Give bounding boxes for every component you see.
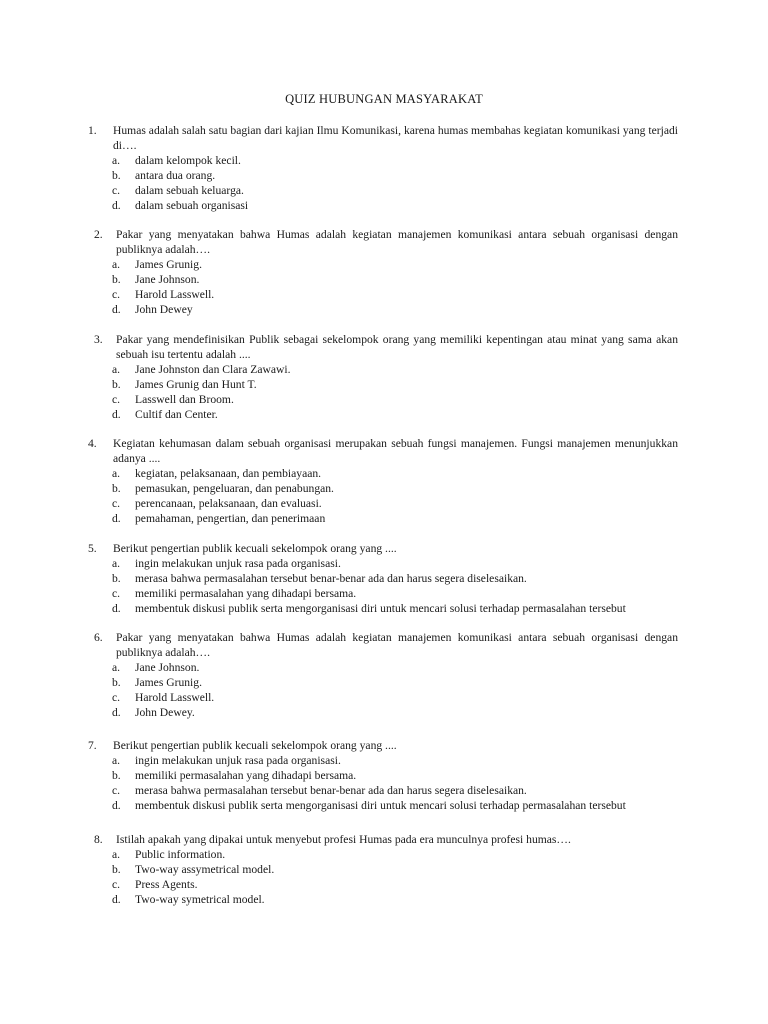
option-a bbox=[86, 556, 678, 571]
question-number: 8. bbox=[94, 833, 103, 846]
option-a bbox=[86, 362, 678, 377]
option-a bbox=[86, 847, 678, 862]
question-8 bbox=[86, 832, 678, 907]
question-number: 6. bbox=[94, 631, 103, 644]
option-b bbox=[86, 377, 678, 392]
option-b bbox=[86, 481, 678, 496]
question-stem: Berikut pengertian publik kecuali sekelompok orang yang .... bbox=[113, 739, 397, 752]
option-list bbox=[86, 466, 678, 526]
option-letter: b. bbox=[112, 572, 121, 585]
option-text: membentuk diskusi publik serta mengorganisasi diri untuk mencari solusi terhadap permasalahan tersebut bbox=[135, 602, 626, 615]
option-text: memiliki permasalahan yang dihadapi bersama. bbox=[135, 587, 357, 600]
option-letter: b. bbox=[112, 273, 121, 286]
option-c bbox=[86, 877, 678, 892]
option-list bbox=[86, 847, 678, 907]
question-number: 3. bbox=[94, 333, 103, 346]
option-text: memiliki permasalahan yang dihadapi bersama. bbox=[135, 769, 357, 782]
option-letter: a. bbox=[112, 754, 121, 767]
option-text: kegiatan, pelaksanaan, dan pembiayaan. bbox=[135, 467, 322, 480]
option-letter: c. bbox=[112, 288, 121, 301]
option-letter: d. bbox=[112, 303, 121, 316]
option-c bbox=[86, 783, 678, 798]
option-text: Two-way assymetrical model. bbox=[135, 863, 275, 876]
option-letter: d. bbox=[112, 893, 121, 906]
option-text: pemahaman, pengertian, dan penerimaan bbox=[135, 512, 326, 525]
option-text: dalam sebuah organisasi bbox=[135, 199, 249, 212]
option-b bbox=[86, 168, 678, 183]
option-c bbox=[86, 586, 678, 601]
question-text bbox=[86, 227, 678, 257]
option-letter: c. bbox=[112, 393, 121, 406]
option-text: Two-way symetrical model. bbox=[135, 893, 265, 906]
question-stem: Pakar yang menyatakan bahwa Humas adalah kegiatan manajemen komunikasi antara sebuah organisasi dengan publiknya adalah…. bbox=[116, 631, 678, 659]
question-5 bbox=[86, 541, 678, 616]
question-3 bbox=[86, 332, 678, 422]
option-d bbox=[86, 601, 678, 616]
page-title: QUIZ HUBUNGAN MASYARAKAT bbox=[285, 92, 483, 106]
option-letter: b. bbox=[112, 482, 121, 495]
question-number: 7. bbox=[88, 739, 97, 752]
option-letter: a. bbox=[112, 154, 121, 167]
option-d bbox=[86, 302, 678, 317]
option-letter: b. bbox=[112, 169, 121, 182]
option-text: Jane Johnson. bbox=[135, 273, 200, 286]
option-b bbox=[86, 571, 678, 586]
option-letter: c. bbox=[112, 784, 121, 797]
question-stem: Pakar yang menyatakan bahwa Humas adalah kegiatan manajemen komunikasi antara sebuah organisasi dengan publiknya adalah…. bbox=[116, 228, 678, 256]
option-text: ingin melakukan unjuk rasa pada organisasi. bbox=[135, 557, 341, 570]
option-text: Public information. bbox=[135, 848, 226, 861]
option-text: James Grunig. bbox=[135, 676, 202, 689]
option-text: Press Agents. bbox=[135, 878, 198, 891]
option-d bbox=[86, 511, 678, 526]
option-text: James Grunig dan Hunt T. bbox=[135, 378, 257, 391]
option-list bbox=[86, 753, 678, 813]
option-text: antara dua orang. bbox=[135, 169, 216, 182]
option-c bbox=[86, 392, 678, 407]
option-c bbox=[86, 287, 678, 302]
option-text: John Dewey bbox=[135, 303, 193, 316]
option-text: perencanaan, pelaksanaan, dan evaluasi. bbox=[135, 497, 322, 510]
option-text: John Dewey. bbox=[135, 706, 195, 719]
option-letter: c. bbox=[112, 587, 121, 600]
option-letter: b. bbox=[112, 378, 121, 391]
option-letter: b. bbox=[112, 769, 121, 782]
option-text: membentuk diskusi publik serta mengorganisasi diri untuk mencari solusi terhadap permasalahan tersebut bbox=[135, 799, 626, 812]
option-c bbox=[86, 496, 678, 511]
question-1 bbox=[86, 123, 678, 213]
option-letter: d. bbox=[112, 799, 121, 812]
option-a bbox=[86, 153, 678, 168]
option-letter: a. bbox=[112, 467, 121, 480]
option-letter: c. bbox=[112, 691, 121, 704]
question-text bbox=[86, 738, 678, 753]
question-6 bbox=[86, 630, 678, 720]
question-text bbox=[86, 630, 678, 660]
option-list bbox=[86, 153, 678, 213]
option-a bbox=[86, 753, 678, 768]
option-text: Jane Johnson. bbox=[135, 661, 200, 674]
option-text: Jane Johnston dan Clara Zawawi. bbox=[135, 363, 291, 376]
question-stem: Pakar yang mendefinisikan Publik sebagai sekelompok orang yang memiliki kepentingan atau minat yang sama akan sebuah isu tertentu adalah .... bbox=[116, 333, 678, 361]
option-letter: d. bbox=[112, 408, 121, 421]
option-letter: d. bbox=[112, 706, 121, 719]
option-text: Cultif dan Center. bbox=[135, 408, 218, 421]
question-stem: Kegiatan kehumasan dalam sebuah organisasi merupakan sebuah fungsi manajemen. Fungsi manajemen menunjukkan adanya .... bbox=[113, 437, 678, 465]
question-4 bbox=[86, 436, 678, 526]
question-stem: Istilah apakah yang dipakai untuk menyebut profesi Humas pada era munculnya profesi humas…. bbox=[116, 833, 571, 846]
option-text: ingin melakukan unjuk rasa pada organisasi. bbox=[135, 754, 341, 767]
option-letter: c. bbox=[112, 878, 121, 891]
question-stem: Berikut pengertian publik kecuali sekelompok orang yang .... bbox=[113, 542, 397, 555]
question-text bbox=[86, 332, 678, 362]
option-letter: d. bbox=[112, 512, 121, 525]
question-text bbox=[86, 832, 678, 847]
option-letter: a. bbox=[112, 258, 121, 271]
option-text: merasa bahwa permasalahan tersebut benar-benar ada dan harus segera diselesaikan. bbox=[135, 784, 527, 797]
question-7 bbox=[86, 738, 678, 813]
option-text: dalam sebuah keluarga. bbox=[135, 184, 244, 197]
question-text bbox=[86, 436, 678, 466]
option-text: Harold Lasswell. bbox=[135, 288, 215, 301]
question-text bbox=[86, 123, 678, 153]
option-b bbox=[86, 862, 678, 877]
option-list bbox=[86, 660, 678, 720]
option-letter: d. bbox=[112, 602, 121, 615]
option-letter: a. bbox=[112, 661, 121, 674]
option-list bbox=[86, 556, 678, 616]
question-number: 4. bbox=[88, 437, 97, 450]
question-2 bbox=[86, 227, 678, 317]
option-text: dalam kelompok kecil. bbox=[135, 154, 241, 167]
question-text bbox=[86, 541, 678, 556]
question-stem: Humas adalah salah satu bagian dari kajian Ilmu Komunikasi, karena humas membahas kegiatan komunikasi yang terjadi di…. bbox=[113, 124, 678, 152]
option-letter: b. bbox=[112, 676, 121, 689]
option-d bbox=[86, 407, 678, 422]
option-d bbox=[86, 892, 678, 907]
option-a bbox=[86, 660, 678, 675]
option-letter: c. bbox=[112, 497, 121, 510]
option-c bbox=[86, 183, 678, 198]
option-text: pemasukan, pengeluaran, dan penabungan. bbox=[135, 482, 334, 495]
option-b bbox=[86, 272, 678, 287]
question-number: 1. bbox=[88, 124, 97, 137]
option-letter: a. bbox=[112, 363, 121, 376]
option-letter: a. bbox=[112, 557, 121, 570]
option-letter: c. bbox=[112, 184, 121, 197]
option-b bbox=[86, 675, 678, 690]
option-d bbox=[86, 705, 678, 720]
question-number: 2. bbox=[94, 228, 103, 241]
option-letter: a. bbox=[112, 848, 121, 861]
option-letter: d. bbox=[112, 199, 121, 212]
option-d bbox=[86, 198, 678, 213]
option-a bbox=[86, 466, 678, 481]
question-number: 5. bbox=[88, 542, 97, 555]
option-text: merasa bahwa permasalahan tersebut benar-benar ada dan harus segera diselesaikan. bbox=[135, 572, 527, 585]
option-text: Harold Lasswell. bbox=[135, 691, 215, 704]
option-a bbox=[86, 257, 678, 272]
option-list bbox=[86, 362, 678, 422]
option-letter: b. bbox=[112, 863, 121, 876]
option-d bbox=[86, 798, 678, 813]
option-text: Lasswell dan Broom. bbox=[135, 393, 234, 406]
option-b bbox=[86, 768, 678, 783]
option-text: James Grunig. bbox=[135, 258, 202, 271]
option-list bbox=[86, 257, 678, 317]
option-c bbox=[86, 690, 678, 705]
